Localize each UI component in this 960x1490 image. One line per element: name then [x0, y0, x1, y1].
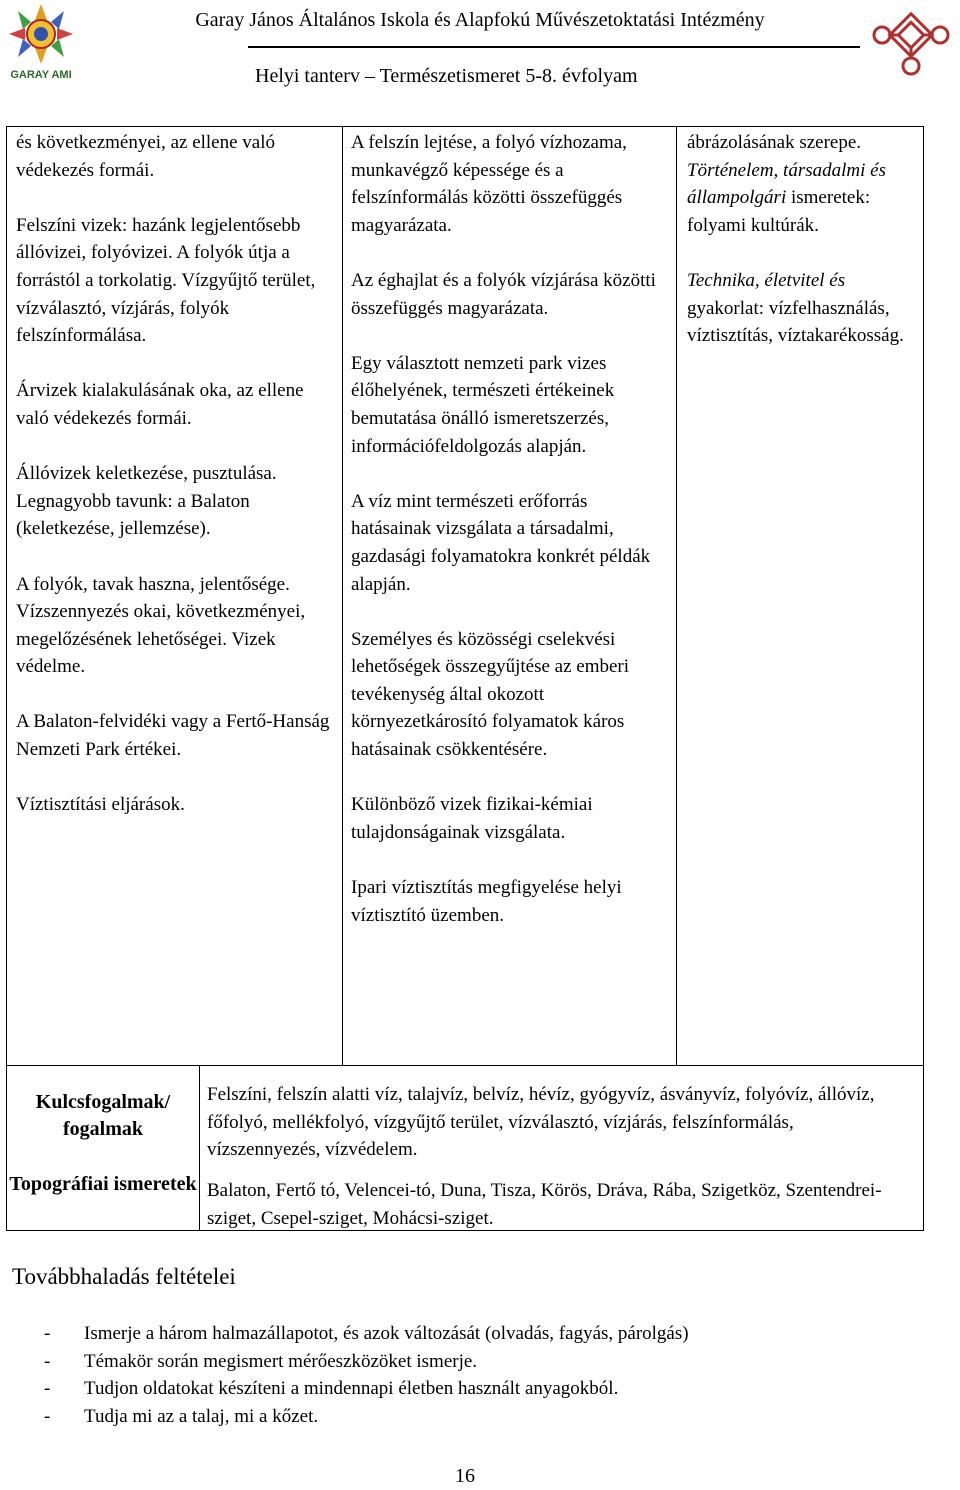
content-paragraph: Árvizek kialakulásának oka, az ellene való védekezés formái.	[16, 380, 304, 429]
activity-paragraph: Egy választott nemzeti park vizes élőhelyének, természeti értékeinek bemutatása önálló ismeretszerzés, információfeldolgozás alapján.	[351, 352, 615, 457]
header-rule	[248, 46, 860, 48]
list-bullet: -	[44, 1323, 51, 1344]
topography-label: Topográfiai ismeretek	[9, 1173, 197, 1195]
connections-column	[687, 129, 919, 377]
list-item-text: Témakör során megismert mérőeszközöket ismerje.	[84, 1350, 478, 1372]
content-paragraph: és következményei, az ellene való védekezés formái.	[16, 132, 276, 181]
list-item-text: Ismerje a három halmazállapotot, és azok változását (olvadás, fagyás, párolgás)	[84, 1323, 689, 1344]
page-number: 16	[455, 1465, 475, 1487]
connection-subject: Technika, életvitel és	[687, 269, 846, 291]
activity-paragraph: A víz mint természeti erőforrás hatásainak vizsgálata a társadalmi, gazdasági folyamatokra konkrét példák alapján.	[351, 490, 651, 595]
list-item	[44, 1320, 689, 1348]
activity-paragraph: Az éghajlat és a folyók vízjárása közötti összefüggés magyarázata.	[351, 269, 656, 319]
content-paragraph: A folyók, tavak haszna, jelentősége. Vízszennyezés okai, következményei, megelőzésének lehetőségei. Vizek védelme.	[16, 573, 306, 678]
activity-paragraph: A felszín lejtése, a folyó vízhozama, munkavégző képessége és a felszínformálás közötti összefüggés magyarázata.	[351, 132, 627, 236]
document-subtitle: Helyi tanterv – Természetismeret 5-8. évfolyam	[255, 65, 638, 87]
content-paragraph: A Balaton-felvidéki vagy a Fertő-Hanság Nemzeti Park értékei.	[16, 711, 330, 761]
school-name: Garay János Általános Iskola és Alapfokú Művészetoktatási Intézmény	[195, 9, 765, 31]
column-divider	[342, 127, 343, 1065]
concepts-text: Felszíni, felszín alatti víz, talajvíz, belvíz, hévíz, gyógyvíz, ásványvíz, folyóvíz, állóvíz, főfolyó, mellékfolyó, vízgyűjtő terület, vízválasztó, vízjárás, felszínformálás, vízszennyezés, vízvédelem.	[207, 1084, 875, 1161]
connection-text: ábrázolásának szerepe.	[687, 132, 862, 153]
list-bullet: -	[44, 1350, 51, 1372]
list-item	[44, 1375, 689, 1403]
logo-text: GARAY AMI	[10, 69, 72, 81]
content-paragraph: Víztisztítási eljárások.	[16, 794, 185, 816]
key-terms-table	[6, 1065, 924, 1231]
advancement-title: Továbbhaladás feltételei	[12, 1264, 236, 1289]
curriculum-table	[6, 126, 924, 1066]
topography-text: Balaton, Fertő tó, Velencei-tó, Duna, Tisza, Körös, Dráva, Rába, Szigetköz, Szentendrei-sziget, Csepel-sziget, Mohácsi-sziget.	[207, 1180, 882, 1229]
content-column	[16, 129, 336, 846]
list-item-text: Tudja mi az a talaj, mi a kőzet.	[84, 1405, 319, 1427]
activity-paragraph: Különböző vizek fizikai-kémiai tulajdonságainak vizsgálata.	[351, 794, 593, 843]
connection-subject: Történelem, társadalmi és állampolgári	[687, 159, 886, 209]
advancement-list	[44, 1320, 689, 1430]
concepts-label: Kulcsfogalmak/ fogalmak	[35, 1091, 171, 1140]
connection-text: ismeretek: folyami kultúrák.	[687, 187, 871, 236]
list-item	[44, 1403, 689, 1431]
content-paragraph: Állóvizek keletkezése, pusztulása. Legnagyobb tavunk: a Balaton (keletkezése, jellemzése).	[16, 463, 277, 540]
activity-paragraph: Személyes és közösségi cselekvési lehetőségek összegyűjtése az emberi tevékenység által okozott környezetkárosító folyamatok káros hatásainak csökkentésére.	[351, 628, 630, 761]
list-bullet: -	[44, 1378, 51, 1400]
activities-column	[351, 129, 671, 957]
activity-paragraph: Ipari víztisztítás megfigyelése helyi víztisztító üzemben.	[351, 877, 622, 926]
content-paragraph: Felszíni vizek: hazánk legjelentősebb állóvizei, folyóvizei. A folyók útja a forrástól a torkolatig. Vízgyűjtő terület, vízválasztó, vízjárás, folyók felszínformálása.	[16, 214, 316, 347]
connection-text: gyakorlat: vízfelhasználás, víztisztítás, víztakarékosság.	[687, 297, 904, 347]
list-item	[44, 1348, 689, 1376]
list-item-text: Tudjon oldatokat készíteni a mindennapi életben használt anyagokból.	[84, 1378, 619, 1400]
column-divider	[676, 127, 677, 1065]
list-bullet: -	[44, 1405, 51, 1427]
